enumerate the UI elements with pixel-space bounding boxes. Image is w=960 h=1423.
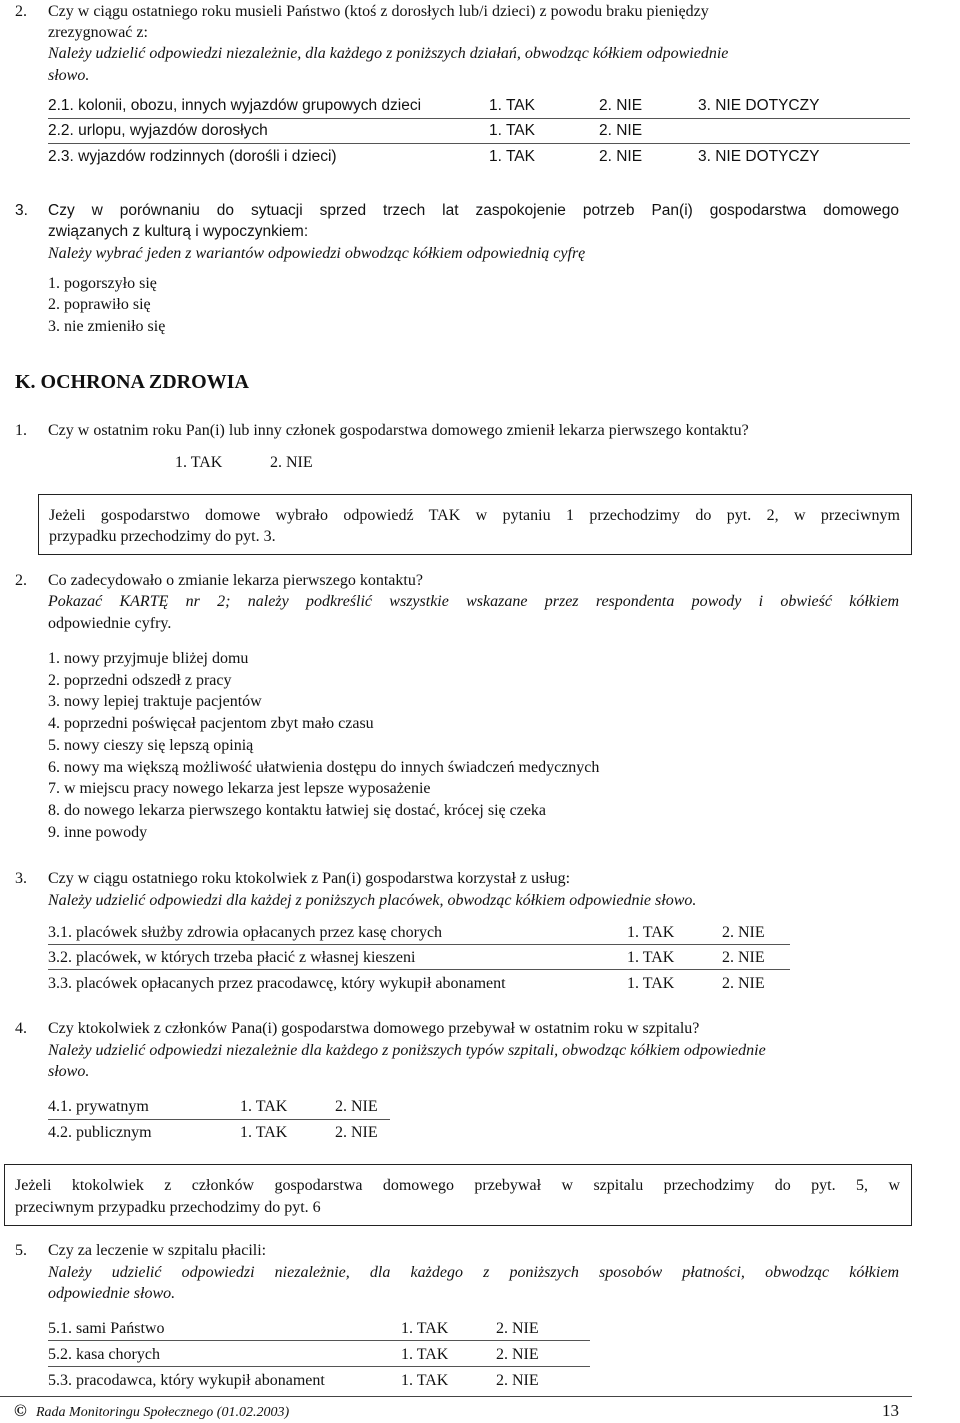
question-number: 1. [15, 422, 27, 439]
question-number: 2. [15, 572, 27, 589]
row-rule [48, 969, 790, 970]
question-text: Czy w ciągu ostatniego roku musieli Państwo (ktoś z dorosłych lub/i dzieci) z powodu braku pieniędzy [48, 3, 709, 20]
answer-no[interactable]: 2. NIE [270, 454, 313, 471]
answer-yes[interactable]: 1. TAK [489, 122, 535, 139]
footer-source: Rada Monitoringu Społecznego (01.02.2003) [36, 1405, 290, 1420]
answer-row [48, 1344, 588, 1366]
question-number: 3. [15, 870, 27, 887]
item-label: 5.2. kasa chorych [48, 1346, 160, 1363]
option-item[interactable]: 8. do nowego lekarza pierwszego kontaktu łatwiej się dostać, krócej się czeka [48, 802, 547, 819]
answer-row [48, 146, 908, 168]
instruction-text: odpowiednie cyfry. [48, 615, 172, 632]
instruction-text: Pokazać KARTĘ nr 2; należy podkreślić wszystkie wskazane przez respondenta powody i obwieść kółkiem [48, 593, 899, 610]
instruction-text: Należy udzielić odpowiedzi dla każdej z poniższych placówek, obwodząc kółkiem odpowiednie słowo. [48, 892, 697, 909]
answer-no[interactable]: 2. NIE [335, 1124, 378, 1141]
answer-yes[interactable]: 1. TAK [627, 949, 675, 966]
routing-note-text: przeciwnym przypadku przechodzimy do pyt. 6 [15, 1199, 321, 1216]
answer-yes[interactable]: 1. TAK [175, 454, 223, 471]
item-label: 3.1. placówek służby zdrowia opłacanych przez kasę chorych [48, 924, 443, 941]
answer-not-applicable[interactable]: 3. NIE DOTYCZY [698, 148, 820, 165]
option-item[interactable]: 3. nie zmieniło się [48, 318, 166, 335]
answer-not-applicable[interactable]: 3. NIE DOTYCZY [698, 97, 820, 114]
item-label: 5.1. sami Państwo [48, 1320, 165, 1337]
item-label: 4.1. prywatnym [48, 1098, 149, 1115]
row-rule [48, 118, 910, 119]
item-label: 5.3. pracodawca, który wykupił abonament [48, 1372, 325, 1389]
answer-no[interactable]: 2. NIE [496, 1346, 539, 1363]
answer-no[interactable]: 2. NIE [496, 1320, 539, 1337]
copyright-icon: © [14, 1401, 27, 1420]
answer-no[interactable]: 2. NIE [599, 122, 643, 139]
item-label: 2.2. urlopu, wyjazdów dorosłych [48, 122, 268, 139]
answer-yes[interactable]: 1. TAK [627, 924, 675, 941]
option-item[interactable]: 2. poprawiło się [48, 296, 151, 313]
option-item[interactable]: 3. nowy lepiej traktuje pacjentów [48, 693, 262, 710]
instruction-text: Należy wybrać jeden z wariantów odpowiedzi obwodząc kółkiem odpowiednią cyfrę [48, 245, 586, 262]
option-item[interactable]: 9. inne powody [48, 824, 148, 841]
question-number: 3. [15, 202, 28, 219]
option-item[interactable]: 6. nowy ma większą możliwość ułatwienia dostępu do innych świadczeń medycznych [48, 759, 600, 776]
answer-no[interactable]: 2. NIE [599, 148, 643, 165]
answer-no[interactable]: 2. NIE [496, 1372, 539, 1389]
answer-yes[interactable]: 1. TAK [489, 148, 535, 165]
question-number: 4. [15, 1020, 27, 1037]
question-text: Czy w porównaniu do sytuacji sprzed trzech lat zaspokojenie potrzeb Pan(i) gospodarstwa domowego [48, 202, 899, 219]
answer-no[interactable]: 2. NIE [599, 97, 643, 114]
item-label: 3.2. placówek, w których trzeba płacić z własnej kieszeni [48, 949, 416, 966]
instruction-text: Należy udzielić odpowiedzi niezależnie dla każdego z poniższych typów szpitali, obwodząc kółkiem odpowiednie [48, 1042, 766, 1059]
answer-yes[interactable]: 1. TAK [401, 1372, 449, 1389]
answer-row [48, 120, 908, 142]
item-label: 2.3. wyjazdów rodzinnych (dorośli i dzieci) [48, 148, 337, 165]
answer-row [48, 1122, 388, 1144]
routing-note-box [4, 1164, 912, 1226]
answer-row [48, 1096, 388, 1118]
question-text: Czy w ostatnim roku Pan(i) lub inny członek gospodarstwa domowego zmienił lekarza pierwszego kontaktu? [48, 422, 749, 439]
instruction-text: odpowiednie słowo. [48, 1285, 176, 1302]
answer-yes[interactable]: 1. TAK [401, 1320, 449, 1337]
instruction-text: słowo. [48, 67, 90, 84]
option-item[interactable]: 2. poprzedni odszedł z pracy [48, 672, 232, 689]
option-item[interactable]: 1. pogorszyło się [48, 275, 157, 292]
row-rule [48, 1119, 390, 1120]
row-rule [48, 944, 790, 945]
row-rule [48, 1340, 590, 1341]
routing-note-text: przypadku przechodzimy do pyt. 3. [49, 528, 276, 545]
item-label: 2.1. kolonii, obozu, innych wyjazdów grupowych dzieci [48, 97, 422, 114]
page-number: 13 [882, 1401, 899, 1420]
answer-row [48, 922, 788, 944]
answer-row [48, 973, 788, 995]
instruction-text: Należy udzielić odpowiedzi niezależnie, dla każdego z poniższych działań, obwodząc kółkiem odpowiednie [48, 45, 729, 62]
answer-no[interactable]: 2. NIE [722, 949, 765, 966]
row-rule [48, 143, 910, 144]
answer-no[interactable]: 2. NIE [722, 924, 765, 941]
question-text: Czy za leczenie w szpitalu płacili: [48, 1242, 267, 1259]
answer-no[interactable]: 2. NIE [335, 1098, 378, 1115]
answer-yes[interactable]: 1. TAK [240, 1124, 288, 1141]
answer-no[interactable]: 2. NIE [722, 975, 765, 992]
option-item[interactable]: 5. nowy cieszy się lepszą opinią [48, 737, 254, 754]
instruction-text: słowo. [48, 1063, 90, 1080]
answer-yes[interactable]: 1. TAK [627, 975, 675, 992]
routing-note-box [38, 494, 912, 555]
answer-row [48, 947, 788, 969]
instruction-text: Należy udzielić odpowiedzi niezależnie, dla każdego z poniższych sposobów płatności, obwodząc kółkiem [48, 1264, 899, 1281]
question-text: Czy w ciągu ostatniego roku ktokolwiek z Pan(i) gospodarstwa korzystał z usług: [48, 870, 571, 887]
item-label: 3.3. placówek opłacanych przez pracodawcę, który wykupił abonament [48, 975, 506, 992]
routing-note-text: Jeżeli ktokolwiek z członków gospodarstwa domowego przebywał w szpitalu przechodzimy do pyt. 5, w [15, 1177, 900, 1194]
answer-yes[interactable]: 1. TAK [401, 1346, 449, 1363]
section-heading: K. OCHRONA ZDROWIA [15, 371, 249, 393]
option-item[interactable]: 1. nowy przyjmuje bliżej domu [48, 650, 249, 667]
question-text: Co zadecydowało o zmianie lekarza pierwszego kontaktu? [48, 572, 423, 589]
option-item[interactable]: 4. poprzedni poświęcał pacjentom zbyt mało czasu [48, 715, 374, 732]
answer-row [48, 95, 908, 117]
question-text: związanych z kulturą i wypoczynkiem: [48, 223, 309, 240]
answer-yes[interactable]: 1. TAK [489, 97, 535, 114]
question-number: 2. [15, 3, 27, 20]
answer-row [48, 1318, 588, 1340]
question-text: zrezygnować z: [48, 24, 148, 41]
question-text: Czy ktokolwiek z członków Pana(i) gospodarstwa domowego przebywał w ostatnim roku w szpitalu? [48, 1020, 700, 1037]
footer-rule [0, 1396, 912, 1397]
answer-row [48, 1370, 588, 1392]
row-rule [48, 1366, 590, 1367]
question-number: 5. [15, 1242, 27, 1259]
answer-yes[interactable]: 1. TAK [240, 1098, 288, 1115]
routing-note-text: Jeżeli gospodarstwo domowe wybrało odpowiedź TAK w pytaniu 1 przechodzimy do pyt. 2, w przeciwnym [49, 507, 900, 524]
item-label: 4.2. publicznym [48, 1124, 152, 1141]
option-item[interactable]: 7. w miejscu pracy nowego lekarza jest lepsze wyposażenie [48, 780, 431, 797]
